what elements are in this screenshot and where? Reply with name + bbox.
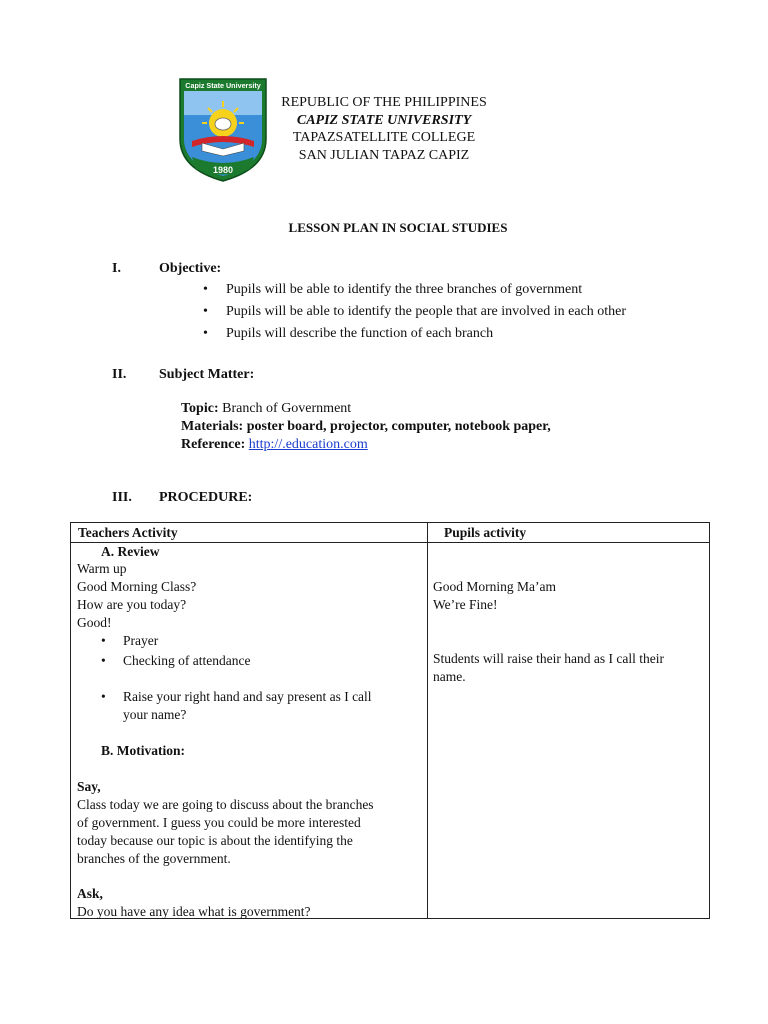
header-line-3: TAPAZSATELLITE COLLEGE <box>292 130 476 145</box>
topic-field: Topic: Branch of Government <box>181 401 352 416</box>
review-label: A. Review <box>101 544 160 559</box>
teachers-activity-header: Teachers Activity <box>78 525 178 540</box>
table-line: We’re Fine! <box>433 597 498 612</box>
section-2-number: II. <box>112 367 127 382</box>
table-line: Do you have any idea what is government? <box>77 904 311 919</box>
table-line: Good! <box>77 615 112 630</box>
section-3-number: III. <box>112 490 132 505</box>
table-line: Good Morning Ma’am <box>433 579 556 594</box>
header-line-2: CAPIZ STATE UNIVERSITY <box>296 113 472 128</box>
table-line: today because our topic is about the identifying the <box>77 833 353 848</box>
document-title: LESSON PLAN IN SOCIAL STUDIES <box>288 220 508 235</box>
table-line: of government. I guess you could be more interested <box>77 815 361 830</box>
table-line: Class today we are going to discuss about the branches <box>77 797 374 812</box>
table-line: Students will raise their hand as I call their <box>433 651 664 666</box>
reference-link[interactable]: http://.education.com <box>248 437 368 452</box>
list-item: your name? <box>123 707 187 722</box>
materials-field: Materials: poster board, projector, computer, notebook paper, <box>181 419 551 434</box>
table-line: name. <box>433 669 466 684</box>
logo-year: 1980 <box>212 165 234 175</box>
table-line: Good Morning Class? <box>77 579 197 594</box>
list-item: Checking of attendance <box>123 653 251 668</box>
table-line: How are you today? <box>77 597 187 612</box>
section-2-title: Subject Matter: <box>159 367 255 382</box>
motivation-label: B. Motivation: <box>101 743 185 758</box>
section-1-title: Objective: <box>159 261 222 276</box>
logo-caption: Capiz State University <box>185 81 261 90</box>
header-line-4: SAN JULIAN TAPAZ CAPIZ <box>298 148 470 163</box>
procedure-table <box>70 522 710 919</box>
pupils-activity-header: Pupils activity <box>444 525 527 540</box>
table-line: branches of the government. <box>77 851 231 866</box>
reference-field: Reference: http://.education.com <box>181 437 368 452</box>
say-label: Say, <box>77 779 101 794</box>
list-item: • <box>101 633 106 648</box>
header-line-1: REPUBLIC OF THE PHILIPPINES <box>281 95 487 110</box>
list-item: • <box>101 653 106 668</box>
list-item: Raise your right hand and say present as I call <box>123 689 372 704</box>
list-item: Prayer <box>123 633 159 648</box>
table-line: Warm up <box>77 561 127 576</box>
section-1-number: I. <box>112 261 121 276</box>
section-3-title: PROCEDURE: <box>159 490 253 505</box>
university-logo <box>178 77 268 183</box>
ask-label: Ask, <box>77 886 103 901</box>
list-item: • <box>101 689 106 704</box>
